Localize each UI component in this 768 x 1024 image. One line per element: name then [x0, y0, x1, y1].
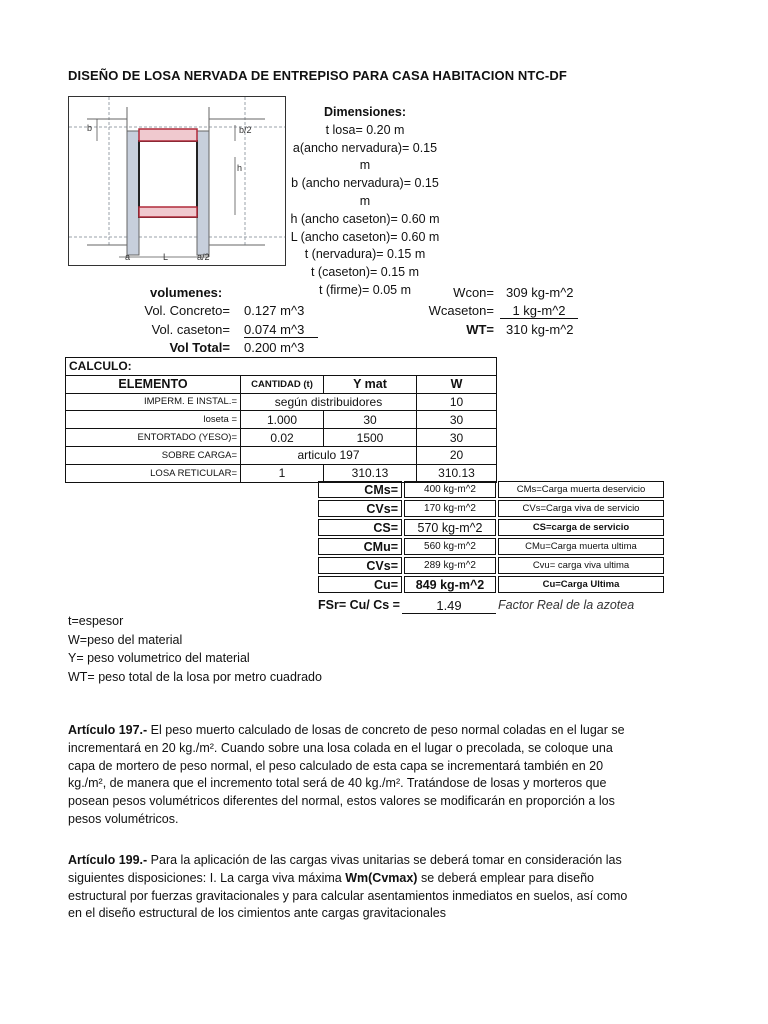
- factor-value: 1.49: [402, 598, 496, 614]
- slab-diagram-svg: [69, 97, 285, 265]
- result-value: 849 kg-m^2: [404, 576, 496, 593]
- vol-caseton-label: Vol. caseton=: [151, 322, 230, 337]
- result-label: CVs=: [318, 557, 402, 574]
- result-label: Cu=: [318, 576, 402, 593]
- article-199-bold: Wm(Cvmax): [345, 870, 418, 885]
- result-label: CMs=: [318, 481, 402, 498]
- result-value: 170 kg-m^2: [404, 500, 496, 517]
- factor-desc: Factor Real de la azotea: [498, 598, 635, 612]
- row-elemento: SOBRE CARGA=: [66, 446, 241, 464]
- dimension-line: t (firme)= 0.05 m: [318, 282, 412, 297]
- row-w: 310.13: [417, 464, 497, 482]
- wcon-label: Wcon=: [453, 285, 494, 300]
- result-value: 570 kg-m^2: [404, 519, 496, 536]
- result-desc: CVs=Carga viva de servicio: [498, 500, 664, 517]
- legend-item: W=peso del material: [68, 632, 183, 647]
- vol-concreto-value: 0.127 m^3: [244, 303, 305, 318]
- rib-left: [127, 131, 139, 255]
- dimension-line: a(ancho nervadura)= 0.15 m: [292, 140, 438, 173]
- page-title: DISEÑO DE LOSA NERVADA DE ENTREPISO PARA CASA HABITACION NTC-DF: [68, 68, 567, 83]
- row-ymat: 310.13: [324, 464, 417, 482]
- legend-item: Y= peso volumetrico del material: [68, 651, 250, 665]
- dimension-line: t (nervadura)= 0.15 m: [304, 247, 426, 262]
- wcaseton-value: 1 kg-m^2: [500, 303, 578, 319]
- row-w: 30: [417, 429, 497, 447]
- calc-header-row: [66, 375, 497, 393]
- table-row: [66, 393, 497, 411]
- result-label: CS=: [318, 519, 402, 536]
- row-cantidad: 1.000: [241, 411, 324, 429]
- row-merged: articulo 197: [241, 446, 417, 464]
- slab-diagram: [68, 96, 286, 266]
- rib-right: [197, 131, 209, 255]
- article-199: [68, 852, 638, 923]
- label-a: a: [125, 252, 131, 262]
- header-ymat: Y mat: [324, 375, 417, 393]
- result-value: 400 kg-m^2: [404, 481, 496, 498]
- calc-caption: CALCULO:: [66, 358, 497, 376]
- header-elemento: ELEMENTO: [66, 375, 241, 393]
- result-desc: CS=carga de servicio: [498, 519, 664, 536]
- calc-table: [65, 357, 497, 483]
- wcaseton-label: Wcaseton=: [428, 303, 494, 318]
- article-197: [68, 722, 638, 829]
- article-199-text-2: se deberá emplear para diseño estructural por fuerzas gravitacionales y para calcular asentamientos inmediatos en suelos, así como en el diseño estructural de los cimientos ante cargas gravitacionales: [68, 870, 628, 921]
- dimension-line: h (ancho caseton)= 0.60 m: [290, 211, 440, 226]
- row-cantidad: 1: [241, 464, 324, 482]
- wt-label: WT=: [466, 322, 494, 337]
- row-ymat: 1500: [324, 429, 417, 447]
- row-cantidad: 0.02: [241, 429, 324, 447]
- dimensions-heading: Dimensiones:: [324, 105, 406, 119]
- result-desc: CMs=Carga muerta deservicio: [498, 481, 664, 498]
- dimension-line: t (caseton)= 0.15 m: [310, 265, 420, 280]
- header-w: W: [417, 375, 497, 393]
- cap-top: [139, 129, 197, 141]
- article-199-text-1: Para la aplicación de las cargas vivas unitarias se deberá tomar en consideración las siguientes disposiciones: I. La carga viva máxima: [68, 853, 622, 885]
- vol-total-label: Vol Total=: [169, 340, 230, 355]
- row-elemento: IMPERM. E INSTAL.=: [66, 393, 241, 411]
- label-b2-top: b/2: [239, 125, 252, 135]
- header-cantidad: CANTIDAD (t): [241, 375, 324, 393]
- row-ymat: 30: [324, 411, 417, 429]
- table-row: [66, 429, 497, 447]
- wcon-value: 309 kg-m^2: [506, 285, 574, 300]
- row-elemento: loseta =: [66, 411, 241, 429]
- result-label: CVs=: [318, 500, 402, 517]
- table-row: [66, 411, 497, 429]
- result-desc: CMu=Carga muerta ultima: [498, 538, 664, 555]
- article-199-title: Artículo 199.-: [68, 853, 148, 867]
- table-row: [66, 464, 497, 482]
- result-value: 289 kg-m^2: [404, 557, 496, 574]
- row-elemento: ENTORTADO (YESO)=: [66, 429, 241, 447]
- row-merged: según distribuidores: [241, 393, 417, 411]
- dimensions-block: [290, 104, 440, 300]
- vol-total-value: 0.200 m^3: [244, 340, 305, 355]
- vol-caseton-value: 0.074 m^3: [244, 322, 318, 338]
- legend-item: WT= peso total de la losa por metro cuadrado: [68, 669, 322, 684]
- wt-value: 310 kg-m^2: [506, 322, 574, 337]
- result-value: 560 kg-m^2: [404, 538, 496, 555]
- volumes-heading: volumenes:: [150, 285, 223, 300]
- article-197-title: Artículo 197.-: [68, 723, 148, 737]
- legend: [68, 612, 322, 686]
- dimension-line: b (ancho nervadura)= 0.15 m: [291, 176, 439, 208]
- calc-caption-row: [66, 358, 497, 376]
- cap-bottom: [139, 207, 197, 217]
- result-desc: Cvu= carga viva ultima: [498, 557, 664, 574]
- label-h: h: [237, 163, 243, 173]
- article-197-text: El peso muerto calculado de losas de concreto de peso normal coladas en el lugar se incrementará en 20 kg./m². Cuando sobre una losa colada en el lugar o precolada, se coloque una capa de mortero de peso normal, el peso calculado de esta capa se incrementará también en 20 kg./m², de manera que el incremento total será de 40 kg./m². Tratándose de losas y morteros que posean pesos volumétricos diferentes del normal, estos valores se modificarán en proporción a los pesos volumétricos.: [68, 723, 625, 826]
- factor-label: FSr= Cu/ Cs =: [318, 598, 400, 612]
- label-L: L: [163, 252, 169, 262]
- result-desc: Cu=Carga Ultima: [498, 576, 664, 593]
- label-b: b: [87, 123, 93, 133]
- row-w: 10: [417, 393, 497, 411]
- label-a2: a/2: [197, 252, 210, 262]
- result-label: CMu=: [318, 538, 402, 555]
- table-row: [66, 446, 497, 464]
- dimension-line: t losa= 0.20 m: [325, 122, 405, 137]
- row-elemento: LOSA RETICULAR=: [66, 464, 241, 482]
- caseton: [139, 141, 197, 217]
- row-w: 30: [417, 411, 497, 429]
- row-w: 20: [417, 446, 497, 464]
- dimension-line: L (ancho caseton)= 0.60 m: [290, 229, 440, 244]
- legend-item: t=espesor: [68, 614, 124, 628]
- vol-concreto-label: Vol. Concreto=: [144, 303, 230, 318]
